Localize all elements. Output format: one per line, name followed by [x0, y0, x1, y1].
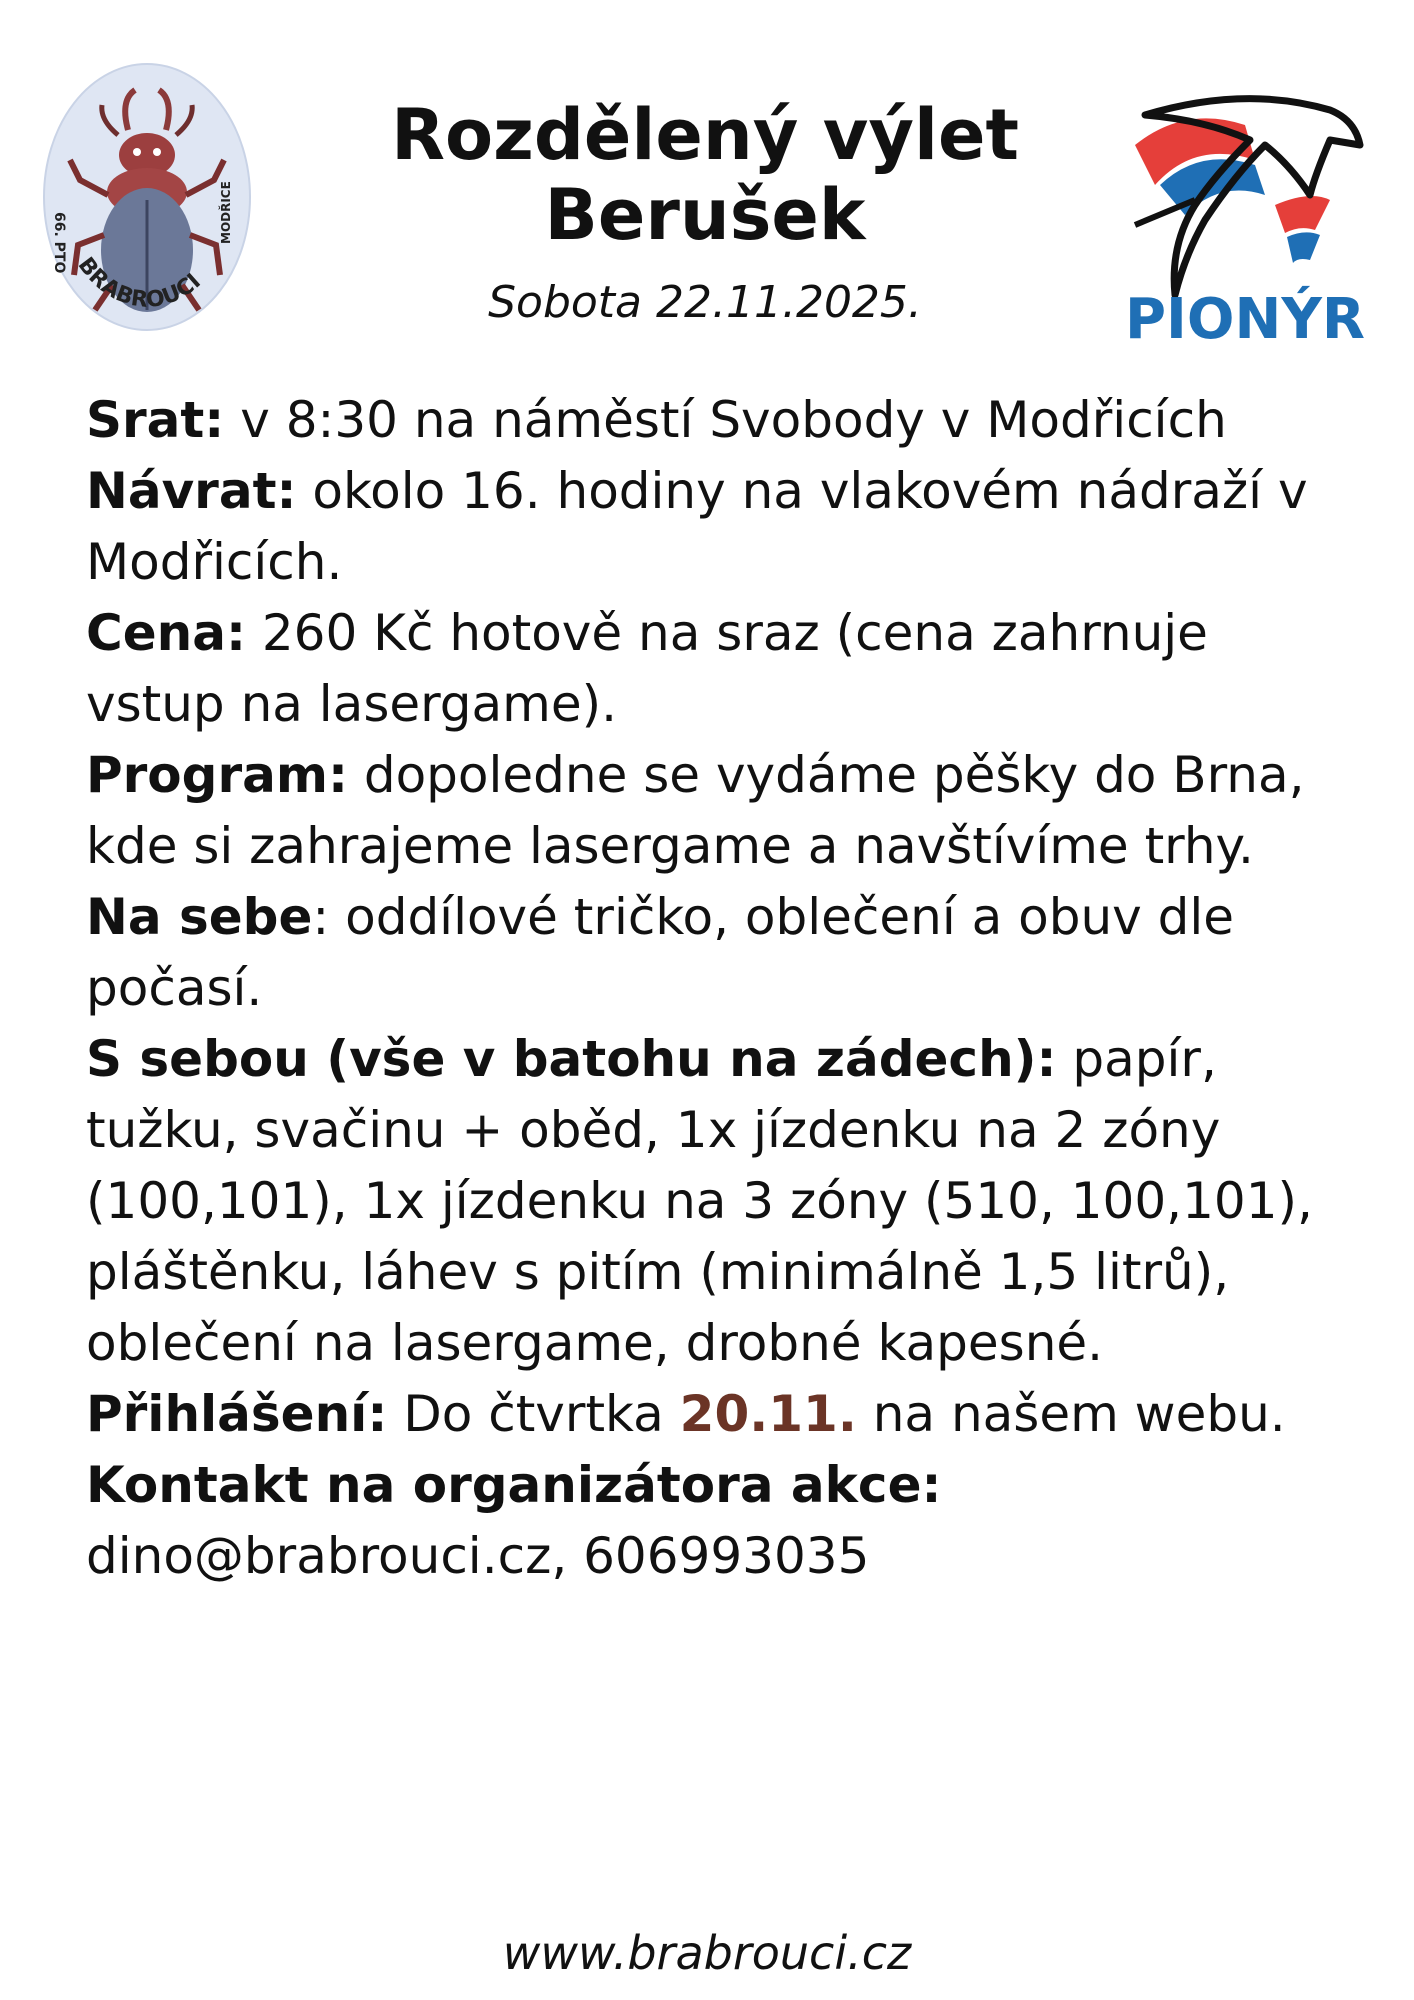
- detail-na-sebe: [86, 882, 1346, 1024]
- detail-prihlaseni-text-before: Do čtvrtka: [387, 1385, 680, 1443]
- detail-prihlaseni-label: Přihlášení:: [86, 1385, 388, 1443]
- event-date: Sobota 22.11.2025.: [488, 277, 922, 328]
- svg-text:PIONÝR: PIONÝR: [1124, 287, 1366, 345]
- detail-s-sebou: [86, 1024, 1346, 1379]
- brabrouci-logo: [40, 60, 255, 335]
- website-link[interactable]: www.brabrouci.cz: [502, 1926, 912, 1980]
- detail-program-label: Program:: [86, 746, 348, 804]
- pionyr-logo: [1115, 85, 1375, 345]
- svg-text:66. PTO: 66. PTO: [51, 212, 67, 274]
- detail-na-sebe-text: : oddílové tričko, oblečení a obuv dle počasí.: [86, 888, 1235, 1017]
- detail-sraz-label: Srat:: [86, 391, 225, 449]
- title-line-2: Berušek: [544, 174, 866, 256]
- detail-kontakt-text: dino@brabrouci.cz, 606993035: [86, 1527, 870, 1585]
- detail-navrat: [86, 456, 1346, 598]
- svg-text:BRABROUCI: BRABROUCI: [72, 253, 206, 314]
- detail-s-sebou-text: papír, tužku, svačinu + oběd, 1x jízdenku na 2 zóny (100,101), 1x jízdenku na 3 zóny (510, 100,101), pláštěnku, láhev s pitím (minimálně 1,5 litrů), oblečení na lasergame, drobné kapesné.: [86, 1030, 1313, 1372]
- detail-kontakt: [86, 1450, 1346, 1592]
- detail-cena: [86, 598, 1346, 740]
- title-line-1: Rozdělený výlet: [391, 94, 1019, 176]
- detail-kontakt-label: Kontakt na organizátora akce:: [86, 1456, 942, 1514]
- detail-prihlaseni-date: 20.11.: [679, 1385, 857, 1443]
- detail-navrat-text: okolo 16. hodiny na vlakovém nádraží v Modřicích.: [86, 462, 1308, 591]
- detail-prihlaseni-text-after: na našem webu.: [856, 1385, 1286, 1443]
- detail-program: [86, 740, 1346, 882]
- header: [300, 95, 1110, 331]
- detail-prihlaseni: [86, 1379, 1346, 1450]
- svg-text:MODŘICE: MODŘICE: [219, 181, 233, 244]
- page-title: [300, 95, 1110, 255]
- detail-program-text: dopoledne se vydáme pěšky do Brna, kde si zahrajeme lasergame a navštívíme trhy.: [86, 746, 1305, 875]
- detail-cena-text: 260 Kč hotově na sraz (cena zahrnuje vstup na lasergame).: [86, 604, 1208, 733]
- event-details: [86, 385, 1346, 1592]
- detail-na-sebe-label: Na sebe: [86, 888, 313, 946]
- detail-cena-label: Cena:: [86, 604, 246, 662]
- detail-sraz-text: v 8:30 na náměstí Svobody v Modřicích: [224, 391, 1227, 449]
- detail-navrat-label: Návrat:: [86, 462, 297, 520]
- detail-sraz: [86, 385, 1346, 456]
- detail-s-sebou-label: S sebou (vše v batohu na zádech):: [86, 1030, 1057, 1088]
